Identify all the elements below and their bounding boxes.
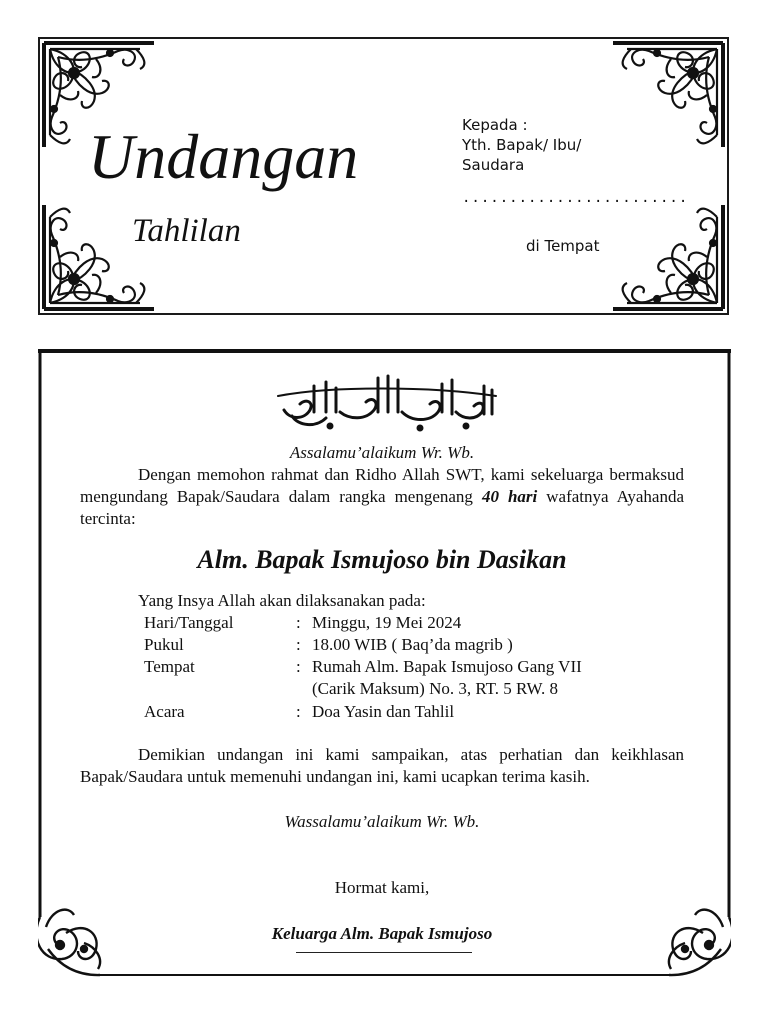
recipient-address [462, 115, 581, 175]
closing-text: Demikian undangan ini kami sampaikan, atas perhatian dan keikhlasan Bapak/Saudara untuk memenuhi undangan ini, kami ucapkan terima kasih. [80, 745, 684, 786]
address-line-kepada: Kepada : [462, 116, 528, 134]
envelope-subtitle: Tahlilan [132, 213, 241, 249]
detail-colon: : [296, 635, 301, 654]
detail-colon: : [296, 613, 301, 632]
detail-value-continued: (Carik Maksum) No. 3, RT. 5 RW. 8 [312, 679, 558, 698]
opening-text: Dengan memohon rahmat dan Ridho Allah SWT, kami sekeluarga bermaksud mengundang Bapak/Saudara dalam rangka mengenang [80, 465, 684, 506]
envelope-title: Undangan [88, 121, 359, 192]
deceased-name-heading: Alm. Bapak Ismujoso bin Dasikan [197, 545, 567, 574]
opening-paragraph [80, 464, 684, 530]
closing-greeting: Wassalamu’alaikum Wr. Wb. [284, 812, 480, 831]
schedule-intro: Yang Insya Allah akan dilaksanakan pada: [138, 591, 426, 610]
detail-label: Tempat [144, 657, 195, 676]
detail-label: Acara [144, 702, 185, 721]
recipient-name-blank: ........................ [462, 190, 689, 206]
address-place: di Tempat [526, 237, 600, 255]
opening-emphasis: 40 hari [481, 487, 538, 506]
opening-greeting: Assalamu’alaikum Wr. Wb. [289, 443, 475, 462]
address-line-yth: Yth. Bapak/ Ibu/ [462, 136, 582, 154]
detail-label: Hari/Tanggal [144, 613, 234, 632]
basmala-calligraphy-image [270, 366, 502, 436]
detail-value: 18.00 WIB ( Baq’da magrib ) [312, 635, 513, 654]
detail-value: Doa Yasin dan Tahlil [312, 702, 455, 721]
opening-text-end: wafatnya Ayahanda tercinta: [80, 487, 684, 528]
ornament-corner-top-right [609, 39, 727, 151]
detail-label: Pukul [144, 635, 184, 654]
detail-colon: : [296, 657, 301, 676]
detail-colon: : [296, 702, 301, 721]
closing-paragraph [80, 744, 684, 788]
signature-underline [296, 952, 472, 953]
detail-value: Minggu, 19 Mei 2024 [312, 613, 462, 632]
address-line-saudara: Saudara [462, 156, 525, 174]
regards: Hormat kami, [334, 878, 430, 897]
family-signature: Keluarga Alm. Bapak Ismujoso [271, 924, 493, 943]
ornament-corner-bottom-right [609, 201, 727, 313]
detail-value: Rumah Alm. Bapak Ismujoso Gang VII [312, 657, 582, 676]
